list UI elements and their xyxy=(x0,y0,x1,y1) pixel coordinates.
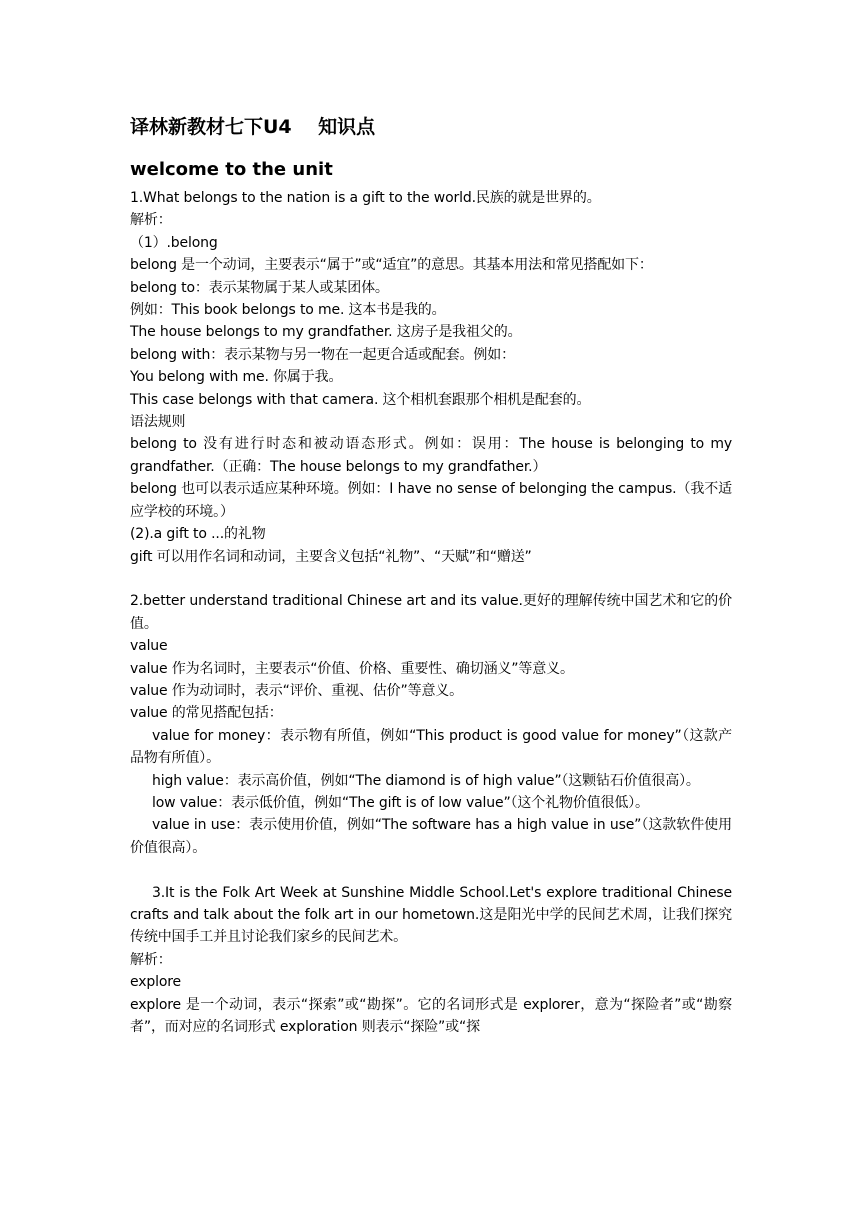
collocation-item: value in use：表示使用价值，例如“The software has a high value in use”（这款软件使用价值很高）。 xyxy=(130,817,732,856)
example-line: You belong with me. 你属于我。 xyxy=(130,369,343,386)
grammar-rule-label: 语法规则 xyxy=(130,414,186,431)
subpoint-value: value xyxy=(130,638,168,655)
section-heading: welcome to the unit xyxy=(130,159,333,180)
example-line: The house belongs to my grandfather. 这房子是我祖父的。 xyxy=(130,324,522,341)
example-line: 例如：This book belongs to me. 这本书是我的。 xyxy=(130,302,446,319)
analysis-label: 解析： xyxy=(130,951,172,968)
document-page xyxy=(130,112,732,1038)
spacer xyxy=(130,568,732,590)
value-collocations-label: value 的常见搭配包括： xyxy=(130,705,283,722)
gift-definition: gift 可以用作名词和动词，主要含义包括“礼物”、“天赋”和“赠送” xyxy=(130,548,532,565)
example-line: This case belongs with that camera. 这个相机套跟那个相机是配套的。 xyxy=(130,391,591,408)
grammar-rule-text: belong to 没有进行时态和被动语态形式。例如：误用：The house is belonging to my grandfather.（正确：The house belongs to my grandfather.） xyxy=(130,436,732,475)
sentence-1: 1.What belongs to the nation is a gift to the world.民族的就是世界的。 xyxy=(130,190,601,206)
explore-definition: explore 是一个动词，表示“探索”或“勘探”。它的名词形式是 explorer，意为“探险者”或“勘察者”，而对应的名词形式 exploration 则表示“探险”或“探 xyxy=(130,996,732,1035)
sentence-3: 3.It is the Folk Art Week at Sunshine Middle School.Let's explore traditional Chinese crafts and talk about the folk art in our hometown.这是阳光中学的民间艺术周，让我们探究传统中国手工并且讨论我们家乡的民间艺术。 xyxy=(130,884,732,946)
value-noun-meaning: value 作为名词时，主要表示“价值、价格、重要性、确切涵义”等意义。 xyxy=(130,660,574,677)
subpoint-explore: explore xyxy=(130,974,182,991)
belong-to-usage: belong to：表示某物属于某人或某团体。 xyxy=(130,279,389,296)
spacer xyxy=(130,859,732,881)
subpoint-belong: （1）.belong xyxy=(130,234,218,251)
collocation-item: high value：表示高价值，例如“The diamond is of high value”（这颗钻石价值很高）。 xyxy=(152,772,700,789)
value-verb-meaning: value 作为动词时，表示“评价、重视、估价”等意义。 xyxy=(130,682,463,699)
analysis-label: 解析： xyxy=(130,212,172,229)
collocation-item: value for money：表示物有所值，例如“This product is good value for money”（这款产品物有所值）。 xyxy=(130,727,732,767)
collocation-item: low value：表示低价值，例如“The gift is of low value”（这个礼物价值很低）。 xyxy=(152,794,649,811)
belong-with-usage: belong with：表示某物与另一物在一起更合适或配套。例如： xyxy=(130,346,515,363)
subpoint-gift: (2).a gift to ...的礼物 xyxy=(130,526,266,543)
sentence-2: 2.better understand traditional Chinese art and its value.更好的理解传统中国艺术和它的价值。 xyxy=(130,593,732,632)
belong-adapt-text: belong 也可以表示适应某种环境。例如：I have no sense of belonging the campus.（我不适应学校的环境。） xyxy=(130,481,732,520)
belong-definition: belong 是一个动词，主要表示“属于”或“适宜”的意思。其基本用法和常见搭配如下： xyxy=(130,257,653,274)
document-title: 译林新教材七下U4 知识点 xyxy=(130,116,376,138)
